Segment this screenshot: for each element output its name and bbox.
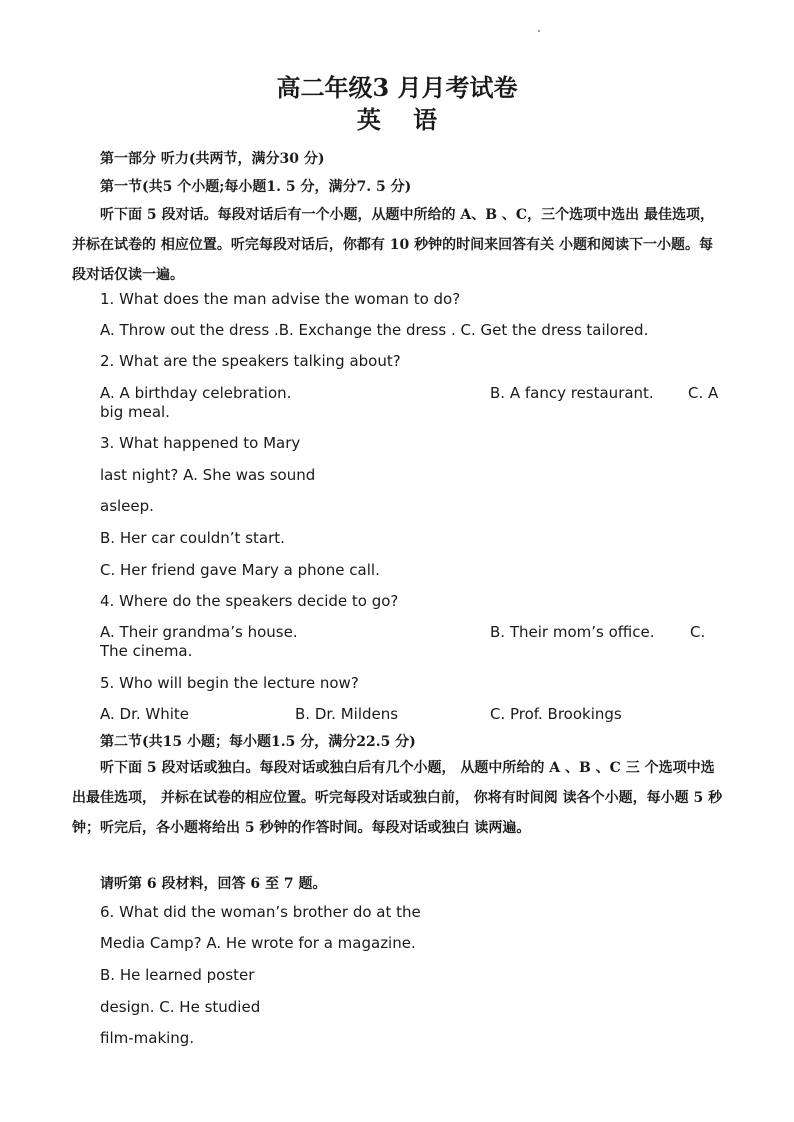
section1-instructions-text: 听下面 5 段对话。每段对话后有一个小题，从题中所给的 A、B 、C，三个选项中选出 最佳选项， 并标在试卷的 相应位置。听完每段对话后，你都有 10 秒钟的时间来回答有关 小题和阅读下一小题。每段对话仅读一遍。 [72,207,714,283]
section1-heading: 第一节(共5 个小题;每小题1. 5 分，满分7. 5 分) [100,179,412,195]
q6-line-1: 6. What did the woman’s brother do at the [100,903,421,921]
part1-heading: 第一部分 听力(共两节，满分30 分) [100,151,325,167]
section2-heading: 第二节(共15 小题；每小题1.5 分，满分22.5 分) [100,734,416,750]
q3-line-1: 3. What happened to Mary [100,434,301,452]
q6-line-4: design. C. He studied [100,998,261,1016]
q1-stem: 1. What does the man advise the woman to do? [100,290,461,308]
q2-option-b: B. A fancy restaurant. [490,384,654,402]
q4-option-a: A. Their grandma’s house. [100,623,298,641]
q2-option-c-end: big meal. [100,403,170,421]
q3-line-3: asleep. [100,497,154,515]
q2-option-c-start: C. A [688,384,719,402]
q6-line-5: film-making. [100,1029,195,1047]
scan-dot [538,30,540,32]
q4-option-c-end: The cinema. [100,642,193,660]
q2-stem: 2. What are the speakers talking about? [100,352,401,370]
q4-option-b: B. Their mom’s office. [490,623,655,641]
q6-line-2: Media Camp? A. He wrote for a magazine. [100,934,416,952]
q1-options: A. Throw out the dress .B. Exchange the dress . C. Get the dress tailored. [100,321,649,339]
section2-instructions [72,753,724,843]
q3-line-4: B. Her car couldn’t start. [100,529,285,547]
exam-title: 高二年级3 月月考试卷 [276,73,518,102]
q5-option-c: C. Prof. Brookings [490,705,622,723]
section1-instructions [72,200,724,290]
q5-option-a: A. Dr. White [100,705,190,723]
q4-option-c-start: C. [690,623,706,641]
q5-stem: 5. Who will begin the lecture now? [100,674,359,692]
q2-option-a: A. A birthday celebration. [100,384,292,402]
material-prompt: 请听第 6 段材料，回答 6 至 7 题。 [100,876,327,892]
q5-option-b: B. Dr. Mildens [295,705,399,723]
subject-title: 英 语 [356,105,438,134]
section2-instructions-text: 听下面 5 段对话或独白。每段对话或独白后有几个小题， 从题中所给的 A 、B 、C 三 个选项中选出最佳选项， 并标在试卷的相应位置。听完每段对话或独白前， 你将有时间阅 读各个小题，每小题 5 秒钟；听完后，各小题将给出 5 秒钟的作答时间。每段对话或独白 读两遍。 [72,760,723,836]
q4-stem: 4. Where do the speakers decide to go? [100,592,399,610]
q3-line-5: C. Her friend gave Mary a phone call. [100,561,380,579]
q3-line-2: last night? A. She was sound [100,466,316,484]
q6-line-3: B. He learned poster [100,966,255,984]
